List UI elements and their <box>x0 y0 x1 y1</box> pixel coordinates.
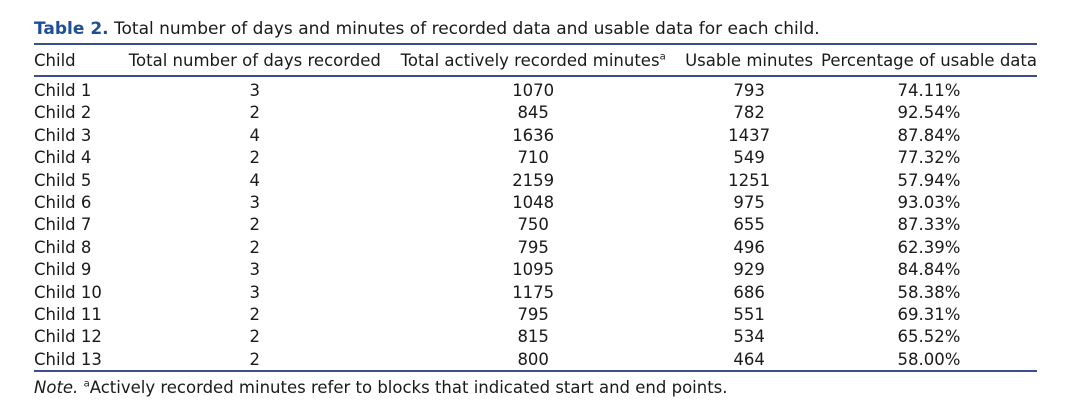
cell-child: Child 11 <box>34 305 102 325</box>
header-total <box>389 46 677 74</box>
table-row <box>34 125 1037 147</box>
table-body <box>34 74 1037 371</box>
table-row <box>34 259 1037 281</box>
cell-days: 3 <box>249 81 261 100</box>
cell-child: Child 4 <box>34 148 92 168</box>
cell-total: 815 <box>517 327 549 347</box>
cell-child: Child 8 <box>34 237 92 257</box>
cell-usable: 929 <box>733 260 765 280</box>
cell-days: 3 <box>249 193 261 213</box>
cell-usable: 1437 <box>728 125 771 145</box>
table-row <box>34 74 1037 102</box>
cell-pct: 92.54% <box>897 103 961 123</box>
cell-child: Child 12 <box>34 327 102 347</box>
table-row <box>34 304 1037 326</box>
cell-pct: 65.52% <box>897 327 961 347</box>
header-pct: Percentage of usable data <box>820 50 1037 70</box>
cell-usable: 549 <box>733 148 765 168</box>
cell-usable: 782 <box>733 103 765 123</box>
table-row <box>34 192 1037 214</box>
cell-days: 2 <box>249 237 261 257</box>
cell-pct: 74.11% <box>897 81 961 100</box>
cell-pct: 93.03% <box>897 193 961 213</box>
cell-pct: 62.39% <box>897 237 961 257</box>
table-caption <box>34 18 820 40</box>
cell-usable: 551 <box>733 305 765 325</box>
header-total-footnote-mark: a <box>659 51 666 62</box>
header-usable: Usable minutes <box>685 50 814 70</box>
note-footnote-mark: a <box>83 378 90 390</box>
cell-child: Child 1 <box>34 81 92 100</box>
table-caption-text: Total number of days and minutes of recorded data and usable data for each child. <box>114 19 820 39</box>
cell-usable: 1251 <box>728 170 771 190</box>
header-row <box>34 46 1037 74</box>
table-header <box>34 46 1037 74</box>
cell-total: 1048 <box>512 193 555 213</box>
cell-pct: 58.38% <box>897 282 961 302</box>
cell-days: 2 <box>249 103 261 123</box>
cell-child: Child 5 <box>34 170 92 190</box>
table-note <box>34 378 728 397</box>
table-row <box>34 326 1037 348</box>
cell-days: 4 <box>249 125 261 145</box>
cell-child: Child 7 <box>34 215 92 235</box>
cell-days: 3 <box>249 260 261 280</box>
cell-total: 1095 <box>512 260 555 280</box>
table-row <box>34 282 1037 304</box>
cell-total: 845 <box>517 103 549 123</box>
cell-pct: 84.84% <box>897 260 961 280</box>
cell-pct: 77.32% <box>897 148 961 168</box>
cell-days: 4 <box>249 170 261 190</box>
cell-child: Child 10 <box>34 282 102 302</box>
cell-child: Child 9 <box>34 260 92 280</box>
cell-pct: 69.31% <box>897 305 961 325</box>
cell-days: 2 <box>249 327 261 347</box>
header-child: Child <box>34 50 76 70</box>
cell-total: 2159 <box>512 170 555 190</box>
cell-total: 795 <box>517 237 549 257</box>
cell-days: 2 <box>249 349 261 369</box>
cell-total: 795 <box>517 305 549 325</box>
cell-usable: 793 <box>733 81 765 100</box>
table-row <box>34 147 1037 169</box>
cell-pct: 87.84% <box>897 125 961 145</box>
header-days: Total number of days recorded <box>128 50 381 70</box>
note-text: Actively recorded minutes refer to blocks that indicated start and end points. <box>89 378 728 397</box>
cell-usable: 464 <box>733 349 765 369</box>
cell-pct: 57.94% <box>897 170 961 190</box>
cell-child: Child 3 <box>34 125 92 145</box>
cell-total: 1636 <box>512 125 555 145</box>
cell-total: 1070 <box>512 81 555 100</box>
header-total-label: Total actively recorded minutes <box>400 50 660 70</box>
cell-total: 710 <box>517 148 549 168</box>
cell-pct: 58.00% <box>897 349 961 369</box>
cell-days: 2 <box>249 305 261 325</box>
cell-days: 2 <box>249 148 261 168</box>
cell-child: Child 6 <box>34 193 92 213</box>
cell-usable: 686 <box>733 282 765 302</box>
table-caption-label: Table 2. <box>34 19 109 39</box>
cell-usable: 975 <box>733 193 765 213</box>
cell-total: 750 <box>517 215 549 235</box>
table-row <box>34 237 1037 259</box>
table-row <box>34 102 1037 124</box>
cell-usable: 655 <box>733 215 765 235</box>
cell-child: Child 2 <box>34 103 92 123</box>
cell-pct: 87.33% <box>897 215 961 235</box>
cell-total: 800 <box>517 349 549 369</box>
cell-child: Child 13 <box>34 349 102 369</box>
cell-usable: 496 <box>733 237 765 257</box>
table-row <box>34 170 1037 192</box>
note-label: Note. <box>34 378 79 397</box>
data-table <box>34 46 1037 371</box>
table-top-rule <box>34 43 1037 45</box>
table-row <box>34 214 1037 236</box>
cell-usable: 534 <box>733 327 765 347</box>
cell-days: 3 <box>249 282 261 302</box>
table-row <box>34 349 1037 371</box>
cell-total: 1175 <box>512 282 555 302</box>
cell-days: 2 <box>249 215 261 235</box>
